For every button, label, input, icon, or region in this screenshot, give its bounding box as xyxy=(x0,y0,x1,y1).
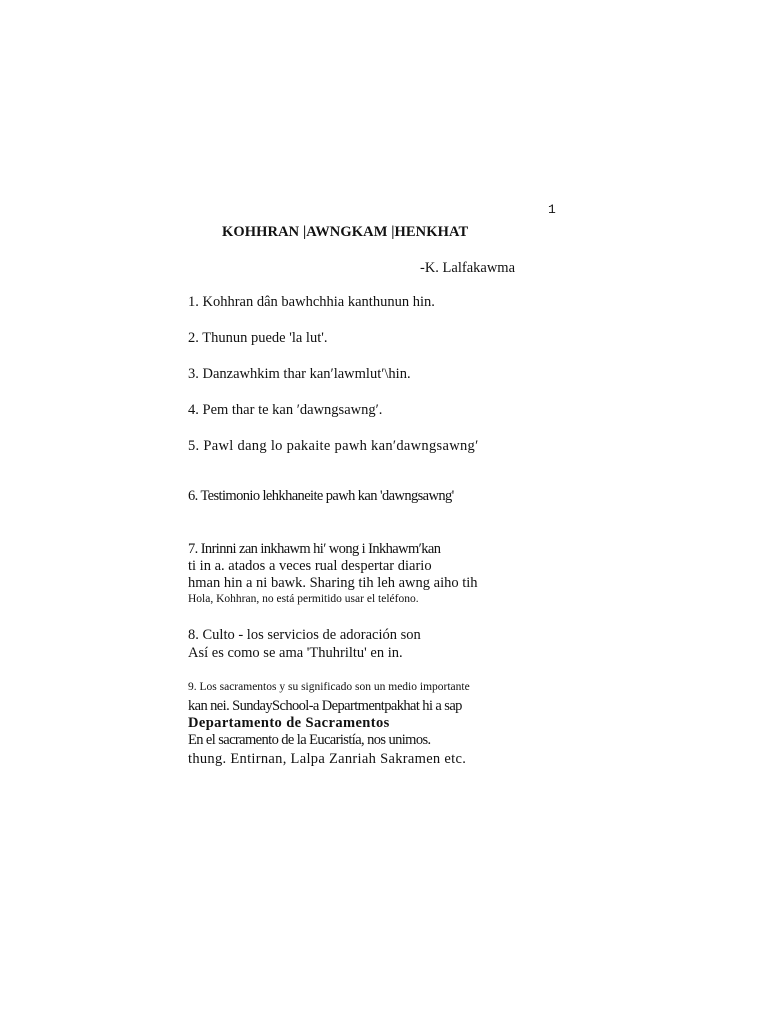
section-heading: Departamento de Sacramentos xyxy=(188,715,390,731)
page-number: 1 xyxy=(548,202,556,217)
list-item-line: kan nei. SundaySchool-a Departmentpakhat hi a sap xyxy=(188,698,462,714)
list-item: 2. Thunun puede 'la lut'. xyxy=(188,330,328,346)
list-item: 4. Pem thar te kan ′dawngsawng′. xyxy=(188,402,383,418)
document-title: KOHHRAN |AWNGKAM |HENKHAT xyxy=(222,224,469,240)
list-item: 8. Culto - los servicios de adoración son xyxy=(188,627,421,643)
list-item-line: Así es como se ama 'Thuhriltu' en in. xyxy=(188,645,403,661)
list-item-line: ti in a. atados a veces rual despertar diario xyxy=(188,558,432,574)
list-item-line: hman hin a ni bawk. Sharing tih leh awng aiho tih xyxy=(188,575,478,591)
list-item: 9. Los sacramentos y su significado son un medio importante xyxy=(188,681,470,693)
list-item: 5. Pawl dang lo pakaite pawh kan′dawngsawng′ xyxy=(188,438,479,454)
author-line: -K. Lalfakawma xyxy=(420,260,516,276)
list-item-line: Hola, Kohhran, no está permitido usar el teléfono. xyxy=(188,593,419,605)
list-item-line: En el sacramento de la Eucaristía, nos unimos. xyxy=(188,732,431,748)
list-item: 7. Inrinni zan inkhawm hi′ wong i Inkhawm′kan xyxy=(188,541,441,557)
list-item: 1. Kohhran dân bawhchhia kanthunun hin. xyxy=(188,294,435,310)
list-item: 3. Danzawhkim thar kan′lawmlut′\hin. xyxy=(188,366,411,382)
list-item: 6. Testimonio lehkhaneite pawh kan 'dawngsawng' xyxy=(188,488,454,504)
list-item-line: thung. Entirnan, Lalpa Zanriah Sakramen etc. xyxy=(188,751,467,767)
